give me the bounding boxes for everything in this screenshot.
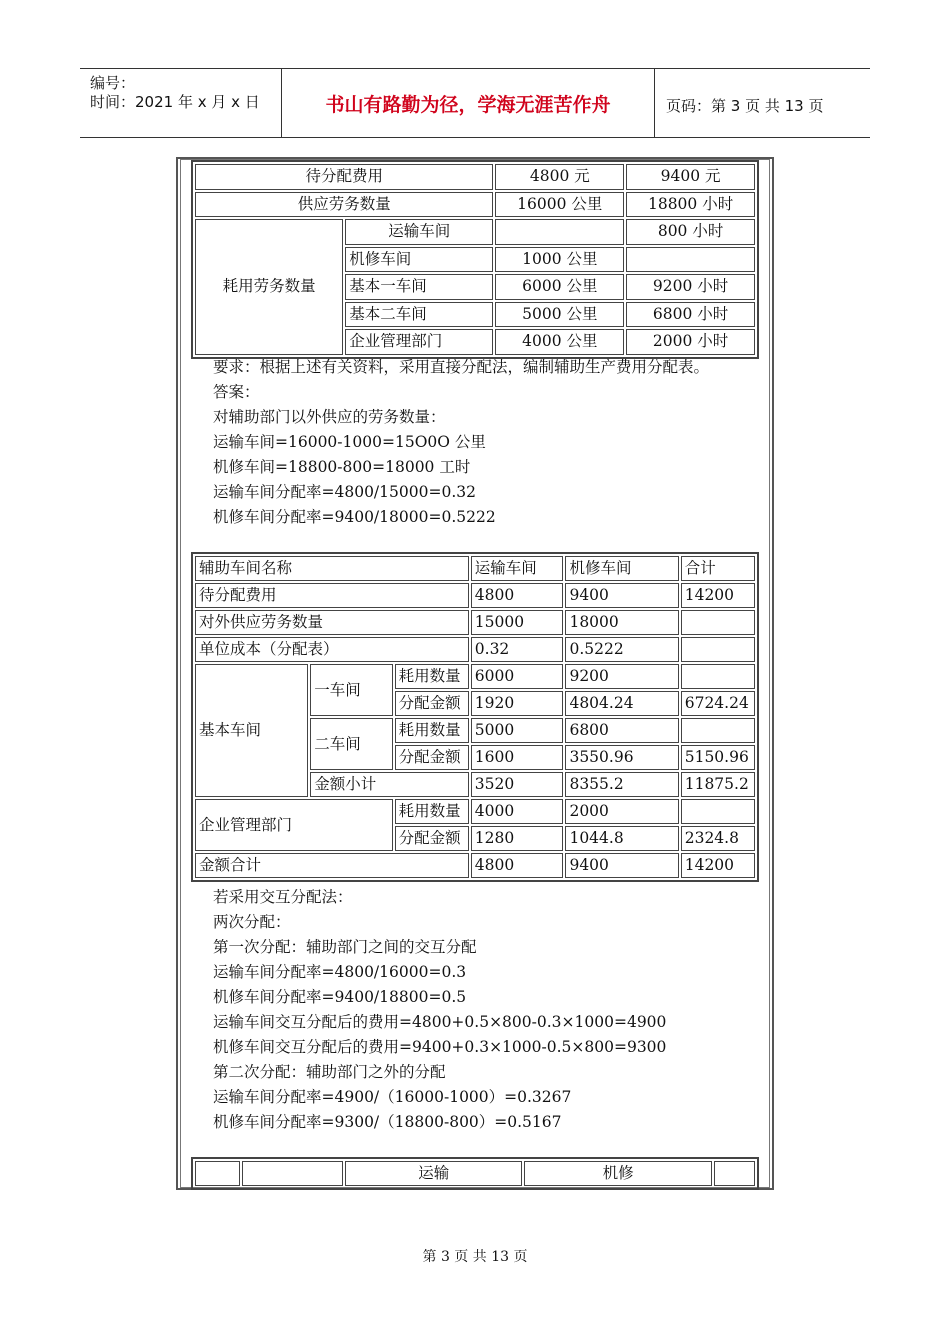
table-cell: 6800 小时 (626, 302, 755, 328)
table-cell: 合计 (681, 556, 755, 581)
table-row (195, 219, 755, 245)
table-cell: 4800 元 (495, 164, 624, 190)
text-line: 机修车间交互分配后的费用=9400+0.3×1000-0.5×800=9300 (213, 1038, 667, 1056)
time-label: 时间：2021 年 x 月 x 日 (90, 93, 260, 111)
table-cell: 耗用数量 (395, 718, 469, 743)
table-row (195, 556, 755, 581)
table-row (195, 583, 755, 608)
table-cell: 0.5222 (565, 637, 678, 662)
table-row (195, 164, 755, 190)
group-label: 耗用劳务数量 (195, 219, 343, 355)
table-cell: 9400 元 (626, 164, 755, 190)
table-cell: 机修 (524, 1161, 711, 1186)
table-cell: 800 小时 (626, 219, 755, 245)
page-code: 页码：第 3 页 共 13 页 (666, 97, 824, 115)
table-cell: 9400 (565, 853, 678, 878)
text-line: 第二次分配：辅助部门之外的分配 (213, 1063, 446, 1081)
table-cell: 2000 (565, 799, 678, 824)
table-cell (681, 799, 755, 824)
table-cell: 待分配费用 (195, 164, 493, 190)
table-cell: 机修车间 (345, 247, 493, 273)
interactive-table (191, 1157, 759, 1190)
table-cell: 5000 (471, 718, 564, 743)
table-cell: 基本二车间 (345, 302, 493, 328)
table-cell: 企业管理部门 (195, 799, 393, 851)
text-line: 第一次分配：辅助部门之间的交互分配 (213, 938, 477, 956)
table-cell: 18800 小时 (626, 192, 755, 218)
table-cell: 2000 小时 (626, 329, 755, 355)
table-cell: 运输 (345, 1161, 522, 1186)
text-line: 若采用交互分配法： (213, 888, 353, 906)
table-row (195, 853, 755, 878)
table-cell: 分配金额 (395, 745, 469, 770)
number-label: 编号： (90, 74, 136, 92)
text-line: 运输车间分配率=4800/16000=0.3 (213, 963, 467, 981)
table-cell: 15000 (471, 610, 564, 635)
table-cell: 待分配费用 (195, 583, 469, 608)
service-table (191, 160, 759, 359)
table-cell (495, 219, 624, 245)
header-meta (80, 69, 282, 137)
table-row (195, 799, 755, 824)
text-line: 机修车间=18800-800=18000 工时 (213, 458, 471, 476)
table-cell: 金额合计 (195, 853, 469, 878)
table-cell (714, 1161, 755, 1186)
text-line: 机修车间分配率=9300/（18800-800）=0.5167 (213, 1113, 562, 1131)
text-line: 机修车间分配率=9400/18000=0.5222 (213, 508, 496, 526)
table-cell: 18000 (565, 610, 678, 635)
table-cell: 2324.8 (681, 826, 755, 851)
table-cell (195, 1161, 240, 1186)
table-cell (242, 1161, 343, 1186)
table-cell: 11875.2 (681, 772, 755, 797)
table-cell: 二车间 (310, 718, 392, 770)
table-cell: 5000 公里 (495, 302, 624, 328)
table-cell: 耗用数量 (395, 799, 469, 824)
text-line: 运输车间分配率=4800/15000=0.32 (213, 483, 476, 501)
table-cell: 金额小计 (310, 772, 469, 797)
table-cell: 6724.24 (681, 691, 755, 716)
table-row (195, 664, 755, 689)
table-cell (681, 664, 755, 689)
table-cell: 3520 (471, 772, 564, 797)
table-cell: 1000 公里 (495, 247, 624, 273)
table-cell: 6000 公里 (495, 274, 624, 300)
table-cell: 分配金额 (395, 691, 469, 716)
table-cell (681, 610, 755, 635)
table-cell: 机修车间 (565, 556, 678, 581)
table-row (195, 637, 755, 662)
table-cell: 运输车间 (471, 556, 564, 581)
table-cell: 4000 (471, 799, 564, 824)
page-header (80, 68, 870, 138)
table-cell (681, 637, 755, 662)
table-cell: 4804.24 (565, 691, 678, 716)
text-line: 机修车间分配率=9400/18800=0.5 (213, 988, 467, 1006)
table-cell (626, 247, 755, 273)
page-footer: 第 3 页 共 13 页 (422, 1249, 528, 1265)
table-cell: 6000 (471, 664, 564, 689)
table-cell: 4800 (471, 583, 564, 608)
text-line: 答案： (213, 383, 260, 401)
table-cell: 4000 公里 (495, 329, 624, 355)
table-cell: 6800 (565, 718, 678, 743)
text-line: 运输车间分配率=4900/（16000-1000）=0.3267 (213, 1088, 572, 1106)
table-cell: 耗用数量 (395, 664, 469, 689)
text-line: 运输车间=16000-1000=15O0O 公里 (213, 433, 486, 451)
table-cell: 0.32 (471, 637, 564, 662)
text-line: 对辅助部门以外供应的劳务数量： (213, 408, 446, 426)
table-cell: 单位成本（分配表） (195, 637, 469, 662)
table-row (195, 610, 755, 635)
table-cell (681, 718, 755, 743)
table-cell: 9200 (565, 664, 678, 689)
table-cell: 1044.8 (565, 826, 678, 851)
table-cell: 分配金额 (395, 826, 469, 851)
answer-text (213, 355, 709, 530)
table-cell: 1600 (471, 745, 564, 770)
table-row (195, 1161, 755, 1186)
table-cell: 1920 (471, 691, 564, 716)
table-cell: 辅助车间名称 (195, 556, 469, 581)
text-line: 运输车间交互分配后的费用=4800+0.5×800-0.3×1000=4900 (213, 1013, 667, 1031)
table-cell: 运输车间 (345, 219, 493, 245)
text-line: 要求：根据上述有关资料，采用直接分配法，编制辅助生产费用分配表。 (213, 358, 710, 376)
table-cell: 8355.2 (565, 772, 678, 797)
table-cell: 9400 (565, 583, 678, 608)
table-cell: 基本车间 (195, 664, 308, 797)
table-cell: 9200 小时 (626, 274, 755, 300)
table-cell: 14200 (681, 853, 755, 878)
table-cell: 1280 (471, 826, 564, 851)
table-cell: 3550.96 (565, 745, 678, 770)
table-cell: 一车间 (310, 664, 392, 716)
table-cell: 基本一车间 (345, 274, 493, 300)
table-row (195, 192, 755, 218)
table-cell: 4800 (471, 853, 564, 878)
table-cell: 5150.96 (681, 745, 755, 770)
table-cell: 供应劳务数量 (195, 192, 493, 218)
allocation-table (191, 552, 759, 882)
table-cell: 16000 公里 (495, 192, 624, 218)
table-cell: 企业管理部门 (345, 329, 493, 355)
table-cell: 14200 (681, 583, 755, 608)
table-cell: 对外供应劳务数量 (195, 610, 469, 635)
interactive-method-text (213, 885, 666, 1135)
text-line: 两次分配： (213, 913, 291, 931)
motto: 书山有路勤为径，学海无涯苦作舟 (282, 69, 655, 137)
